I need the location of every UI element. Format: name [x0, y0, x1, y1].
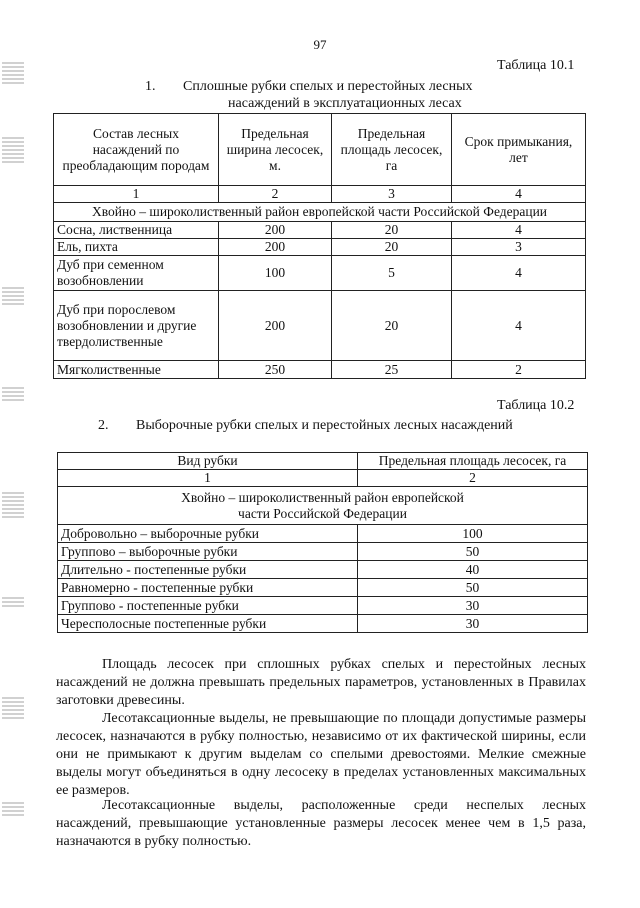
- column-number: 4: [452, 186, 586, 203]
- table-cell: 20: [332, 222, 452, 239]
- table-cell: 30: [358, 597, 588, 615]
- table1: [53, 113, 586, 379]
- table-cell: 20: [332, 291, 452, 361]
- body-paragraph: Площадь лесосек при сплошных рубках спелых и перестойных лесных насаждений не должна превышать предельных параметров, установленных в Правилах заготовки древесины.: [56, 657, 586, 708]
- scan-margin-artifact: [2, 285, 24, 307]
- column-header: Предельная ширина лесосек, м.: [219, 114, 332, 186]
- column-header: Предельная площадь лесосек, га: [332, 114, 452, 186]
- table-cell: Добровольно – выборочные рубки: [58, 525, 358, 543]
- column-header: Предельная площадь лесосек, га: [358, 453, 588, 470]
- table-cell: Дуб при семенном возобновлении: [54, 256, 219, 291]
- region-row: [58, 487, 588, 525]
- scan-margin-artifact: [2, 60, 24, 86]
- table-header-row: [54, 114, 586, 186]
- table-cell: Группово – выборочные рубки: [58, 543, 358, 561]
- body-paragraph: Лесотаксационные выделы, не превышающие по площади допустимые размеры лесосек, назначаются в рубку полностью, независимо от их фактической ширины, если они не примыкают к другим выделам со спелыми древостоями. Мелкие смежные выделы могут объединяться в одну лесосеку в пределах установленных максимальных ее размеров.: [56, 711, 586, 798]
- table2: [57, 452, 588, 633]
- table2-caption-number: 2.: [98, 418, 109, 433]
- table-cell: Группово - постепенные рубки: [58, 597, 358, 615]
- body-paragraph: Лесотаксационные выделы, расположенные среди неспелых лесных насаждений, превышающие установленные размеры лесосек менее чем в 1,5 раза, назначаются в рубку полностью.: [56, 798, 586, 849]
- table-cell: 2: [452, 361, 586, 379]
- table-header-row: [58, 453, 588, 470]
- table-cell: 20: [332, 239, 452, 256]
- column-header: Вид рубки: [58, 453, 358, 470]
- table-cell: 100: [219, 256, 332, 291]
- scan-margin-artifact: [2, 595, 24, 609]
- table-cell: 200: [219, 291, 332, 361]
- column-header: Срок примыкания, лет: [452, 114, 586, 186]
- table-row: [58, 597, 588, 615]
- table1-caption: [145, 78, 545, 112]
- table-cell: 250: [219, 361, 332, 379]
- page-number: 97: [313, 37, 327, 52]
- table2-caption: [98, 417, 568, 434]
- table2-caption-text: Выборочные рубки спелых и перестойных лесных насаждений: [136, 418, 513, 433]
- table-cell: 4: [452, 222, 586, 239]
- table-cell: 200: [219, 239, 332, 256]
- table-cell: Дуб при порослевом возобновлении и другие твердолиственные: [54, 291, 219, 361]
- table-row: [54, 361, 586, 379]
- table-row: [54, 239, 586, 256]
- scan-margin-artifact: [2, 135, 24, 165]
- table-row: [58, 561, 588, 579]
- table1-label: Таблица 10.1: [497, 58, 575, 73]
- scan-margin-artifact: [2, 490, 24, 520]
- column-number: 1: [58, 470, 358, 487]
- table-cell: Длительно - постепенные рубки: [58, 561, 358, 579]
- table-cell: 5: [332, 256, 452, 291]
- table-cell: 30: [358, 615, 588, 633]
- table-cell: Сосна, лиственница: [54, 222, 219, 239]
- table2-label: Таблица 10.2: [497, 398, 575, 413]
- region-heading: Хвойно – широколиственный район европейской части Российской Федерации: [54, 203, 586, 222]
- column-header: Состав лесных насаждений по преобладающим породам: [54, 114, 219, 186]
- table-row: [58, 579, 588, 597]
- table-row: [58, 525, 588, 543]
- scan-margin-artifact: [2, 385, 24, 403]
- region-heading: Хвойно – широколиственный район европейской части Российской Федерации: [58, 487, 588, 525]
- table-row: [54, 291, 586, 361]
- column-number: 3: [332, 186, 452, 203]
- table-cell: 50: [358, 543, 588, 561]
- table-cell: Мягколиственные: [54, 361, 219, 379]
- table-cell: 40: [358, 561, 588, 579]
- column-number-row: [54, 186, 586, 203]
- table1-caption-line1: Сплошные рубки спелых и перестойных лесных: [183, 79, 473, 94]
- table-cell: 50: [358, 579, 588, 597]
- table-cell: 4: [452, 291, 586, 361]
- table1-caption-line2: насаждений в эксплуатационных лесах: [228, 96, 462, 111]
- table-cell: Чересполосные постепенные рубки: [58, 615, 358, 633]
- table-cell: 3: [452, 239, 586, 256]
- region-row: [54, 203, 586, 222]
- table-row: [58, 615, 588, 633]
- table-row: [54, 222, 586, 239]
- column-number: 1: [54, 186, 219, 203]
- table-cell: 25: [332, 361, 452, 379]
- table-row: [54, 256, 586, 291]
- column-number: 2: [358, 470, 588, 487]
- table-cell: 4: [452, 256, 586, 291]
- table1-caption-number: 1.: [145, 79, 156, 94]
- scan-margin-artifact: [2, 800, 24, 818]
- table-cell: Равномерно - постепенные рубки: [58, 579, 358, 597]
- table-row: [58, 543, 588, 561]
- column-number-row: [58, 470, 588, 487]
- table-cell: 200: [219, 222, 332, 239]
- table-cell: Ель, пихта: [54, 239, 219, 256]
- scan-margin-artifact: [2, 695, 24, 721]
- table-cell: 100: [358, 525, 588, 543]
- column-number: 2: [219, 186, 332, 203]
